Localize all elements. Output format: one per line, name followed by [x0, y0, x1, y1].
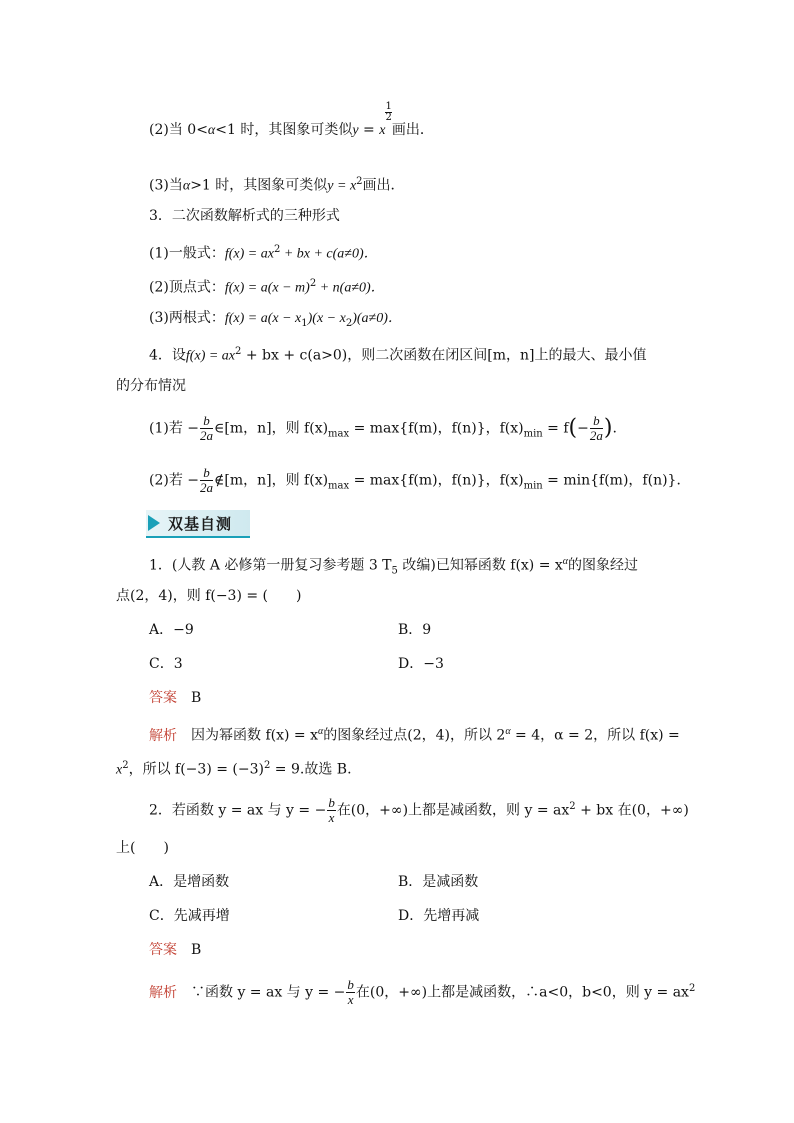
text: (1)一般式：	[149, 245, 225, 262]
num: 1	[385, 101, 392, 112]
num: b	[328, 795, 335, 810]
option-d: D．先增再减	[398, 908, 480, 924]
text: = f	[542, 420, 569, 437]
sup: 2	[569, 800, 576, 812]
sub: min	[523, 480, 543, 492]
text: (3)当	[149, 177, 183, 194]
section-heading: 3．二次函数解析式的三种形式	[149, 208, 340, 224]
text: ，所以 f(−3) = (−3)	[128, 761, 264, 778]
answer-line	[149, 940, 201, 960]
text: 画出．	[391, 122, 434, 138]
text: = max{f(m)，f(n)}，f(x)	[349, 472, 524, 489]
var-y: y	[352, 123, 359, 138]
fraction	[200, 414, 213, 443]
text-line	[149, 101, 434, 141]
option-c: C．先减再增	[149, 908, 230, 924]
text: 在(0，+∞)上都是减函数，则 y = ax	[336, 802, 570, 819]
option-d: D．−3	[398, 656, 444, 672]
answer-label: 答案	[149, 690, 177, 706]
sub: max	[328, 480, 350, 492]
text-line	[149, 274, 385, 299]
sup: α	[505, 726, 511, 737]
den: 2	[385, 112, 392, 123]
solution-line	[149, 722, 680, 746]
expr: )(a≠0)．	[352, 311, 402, 326]
fraction	[590, 414, 603, 443]
answer-line	[149, 688, 201, 708]
den: 2a	[200, 480, 214, 495]
text: (2)顶点式：	[149, 279, 225, 296]
sup: 2	[122, 760, 129, 771]
text: = 4，α = 2，所以 f(x) =	[510, 727, 680, 744]
expr: f(x) = a(x − x	[224, 311, 302, 326]
sub: 1	[301, 317, 308, 329]
text: =	[358, 122, 380, 138]
expr: y = x	[327, 178, 357, 194]
question-line	[149, 796, 689, 825]
sup: 2	[309, 278, 317, 289]
sup: α	[317, 726, 324, 737]
paren: (	[568, 415, 578, 441]
text: = max{f(m)，f(n)}，f(x)	[349, 420, 524, 437]
expr: )(x − x	[307, 311, 346, 326]
var-x: x	[116, 762, 123, 778]
text: 的图象经过	[568, 557, 639, 574]
text: (2)若 −	[149, 472, 200, 489]
text: (3)两根式：	[149, 310, 225, 326]
text: ∵函数 y = ax 与 y = −	[191, 984, 346, 1001]
text-line	[149, 240, 378, 265]
text: 4．设	[149, 347, 186, 364]
text: (1)若 −	[149, 420, 200, 437]
text: (2)当 0<	[149, 122, 208, 138]
answer-value: B	[191, 942, 202, 958]
solution-label: 解析	[149, 984, 177, 1001]
section-banner	[146, 510, 250, 538]
question-line: 点(2，4)，则 f(−3) = ( )	[116, 588, 302, 604]
text: + bx 在(0，+∞)	[575, 802, 689, 819]
text: 1．(人教 A 必修第一册复习参考题 3 T	[149, 557, 392, 574]
text: 2．若函数 y = ax 与 y = −	[149, 802, 327, 819]
option-b: B．9	[398, 622, 432, 638]
sub: 2	[345, 317, 353, 329]
text: ∈[m，n]，则 f(x)	[214, 420, 329, 437]
question-line: 上( )	[116, 840, 169, 856]
text: >1 时，其图象可类似	[190, 177, 328, 194]
num: b	[200, 466, 213, 481]
text: ∉[m，n]，则 f(x)	[214, 472, 329, 489]
den: 2a	[589, 428, 603, 443]
expr: f(x) = ax	[224, 246, 274, 262]
text-line: 的分布情况	[116, 378, 186, 394]
text: = min{f(m)，f(n)}．	[542, 472, 691, 489]
sup: 2	[263, 760, 271, 771]
den: x	[347, 992, 354, 1007]
alpha: α	[207, 123, 216, 138]
expr: + bx + c(a≠0)．	[280, 246, 378, 262]
text: 的图象经过点(2，4)，所以 2	[323, 727, 506, 744]
text: 改编)已知幂函数 f(x) = x	[397, 557, 563, 574]
text-line	[149, 308, 402, 334]
fraction	[346, 978, 355, 1007]
exponent-fraction	[385, 102, 391, 123]
text-line	[149, 342, 646, 367]
sup: α	[562, 556, 569, 567]
option-a: A．−9	[149, 622, 194, 638]
option-c: C．3	[149, 656, 183, 672]
text: 因为幂函数 f(x) = x	[191, 727, 318, 744]
answer-label: 答案	[149, 942, 177, 958]
fraction	[200, 466, 213, 495]
sub: 5	[391, 565, 398, 577]
num: b	[200, 414, 213, 429]
num: b	[347, 977, 354, 992]
sup: 2	[235, 346, 242, 357]
solution-line	[116, 756, 352, 781]
sup: 2	[688, 982, 696, 994]
text: 在(0，+∞)上都是减函数，∴a<0，b<0，则 y = ax	[355, 984, 689, 1001]
solution-line	[149, 978, 695, 1007]
den: x	[328, 810, 335, 825]
alpha: α	[182, 178, 191, 194]
var-x: x	[379, 123, 386, 138]
expr: + n(a≠0)．	[316, 280, 385, 296]
fraction	[327, 796, 336, 825]
text-line: (1)若 − $\frac{b}{2a}$ ∈[m，n]，则 $f(x)_{max} = \max\{f(m)$，f(n)}，$f(x)_{min} = f(-$ $\frac{b}{2a}$ ).	[149, 413, 617, 443]
answer-value: B	[191, 690, 202, 706]
sub: min	[523, 428, 543, 440]
option-b: B．是减函数	[398, 874, 479, 890]
sup: 2	[356, 176, 363, 187]
sub: max	[328, 428, 350, 440]
paren: )	[603, 415, 613, 441]
banner-title: 双基自测	[168, 515, 233, 533]
text: <1 时，其图象可类似	[215, 122, 353, 138]
expr: f(x) = ax	[185, 348, 236, 364]
text: = 9.故选 B.	[270, 761, 352, 778]
arrow-icon	[148, 515, 160, 531]
text-line	[149, 466, 690, 496]
expr: f(x) = a(x − m)	[224, 280, 310, 296]
question-line	[149, 552, 638, 581]
den: 2a	[200, 428, 214, 443]
text-line	[149, 172, 405, 197]
sup: 2	[273, 244, 281, 255]
option-a: A．是增函数	[149, 874, 230, 890]
text: + bx + c(a>0)，则二次函数在闭区间[m，n]上的最大、最小值	[241, 347, 647, 364]
text: 画出．	[362, 177, 405, 194]
num: b	[590, 414, 603, 429]
solution-label: 解析	[149, 727, 177, 744]
